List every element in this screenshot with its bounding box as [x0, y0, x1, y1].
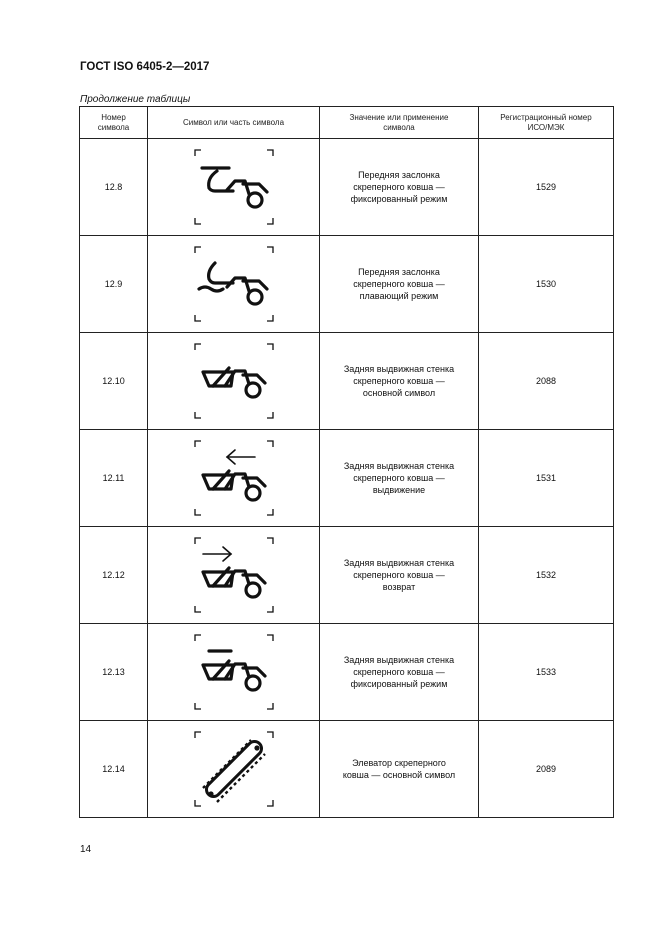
col-header-symbol: Символ или часть символа — [148, 107, 320, 139]
page-number: 14 — [80, 844, 92, 855]
symbols-table — [79, 106, 614, 818]
symbol-cell — [148, 721, 320, 818]
symbol-cell — [148, 333, 320, 430]
scraper-bowl-ejector-return-icon — [189, 532, 279, 618]
meaning-cell: Задняя выдвижная стенка скреперного ковша — выдвижение — [320, 430, 479, 527]
table-row — [80, 333, 614, 430]
meaning-cell: Передняя заслонка скреперного ковша — фиксированный режим — [320, 139, 479, 236]
reg-number: 1529 — [479, 139, 614, 236]
symbol-cell — [148, 139, 320, 236]
row-number: 12.12 — [80, 527, 148, 624]
row-number: 12.13 — [80, 624, 148, 721]
scraper-bowl-front-gate-float-icon — [189, 241, 279, 327]
meaning-cell: Задняя выдвижная стенка скреперного ковша — фиксированный режим — [320, 624, 479, 721]
symbol-cell — [148, 624, 320, 721]
table-row — [80, 527, 614, 624]
symbol-cell — [148, 236, 320, 333]
scraper-bowl-ejector-fixed-icon — [189, 629, 279, 715]
table-row — [80, 430, 614, 527]
col-header-meaning: Значение или применение символа — [320, 107, 479, 139]
reg-number: 1530 — [479, 236, 614, 333]
row-number: 12.14 — [80, 721, 148, 818]
row-number: 12.11 — [80, 430, 148, 527]
meaning-cell: Задняя выдвижная стенка скреперного ковша — возврат — [320, 527, 479, 624]
row-number: 12.9 — [80, 236, 148, 333]
scraper-bowl-front-gate-fixed-icon — [189, 144, 279, 230]
meaning-cell: Элеватор скреперного ковша — основной символ — [320, 721, 479, 818]
reg-number: 1531 — [479, 430, 614, 527]
reg-number: 2088 — [479, 333, 614, 430]
scraper-bowl-ejector-icon — [189, 338, 279, 424]
meaning-cell: Задняя выдвижная стенка скреперного ковша — основной символ — [320, 333, 479, 430]
symbol-cell — [148, 430, 320, 527]
col-header-number: Номер символа — [80, 107, 148, 139]
table-row — [80, 139, 614, 236]
reg-number: 2089 — [479, 721, 614, 818]
table-row — [80, 624, 614, 721]
table-row — [80, 721, 614, 818]
scraper-bowl-ejector-extend-icon — [189, 435, 279, 521]
symbol-cell — [148, 527, 320, 624]
col-header-reg-number: Регистрационный номер ИСО/МЭК — [479, 107, 614, 139]
table-row — [80, 236, 614, 333]
document-header: ГОСТ ISO 6405-2—2017 — [80, 61, 210, 73]
table-caption: Продолжение таблицы — [80, 94, 191, 105]
reg-number: 1533 — [479, 624, 614, 721]
row-number: 12.8 — [80, 139, 148, 236]
row-number: 12.10 — [80, 333, 148, 430]
scraper-bowl-elevator-icon — [189, 726, 279, 812]
table-header-row — [80, 107, 614, 139]
meaning-cell: Передняя заслонка скреперного ковша — плавающий режим — [320, 236, 479, 333]
reg-number: 1532 — [479, 527, 614, 624]
